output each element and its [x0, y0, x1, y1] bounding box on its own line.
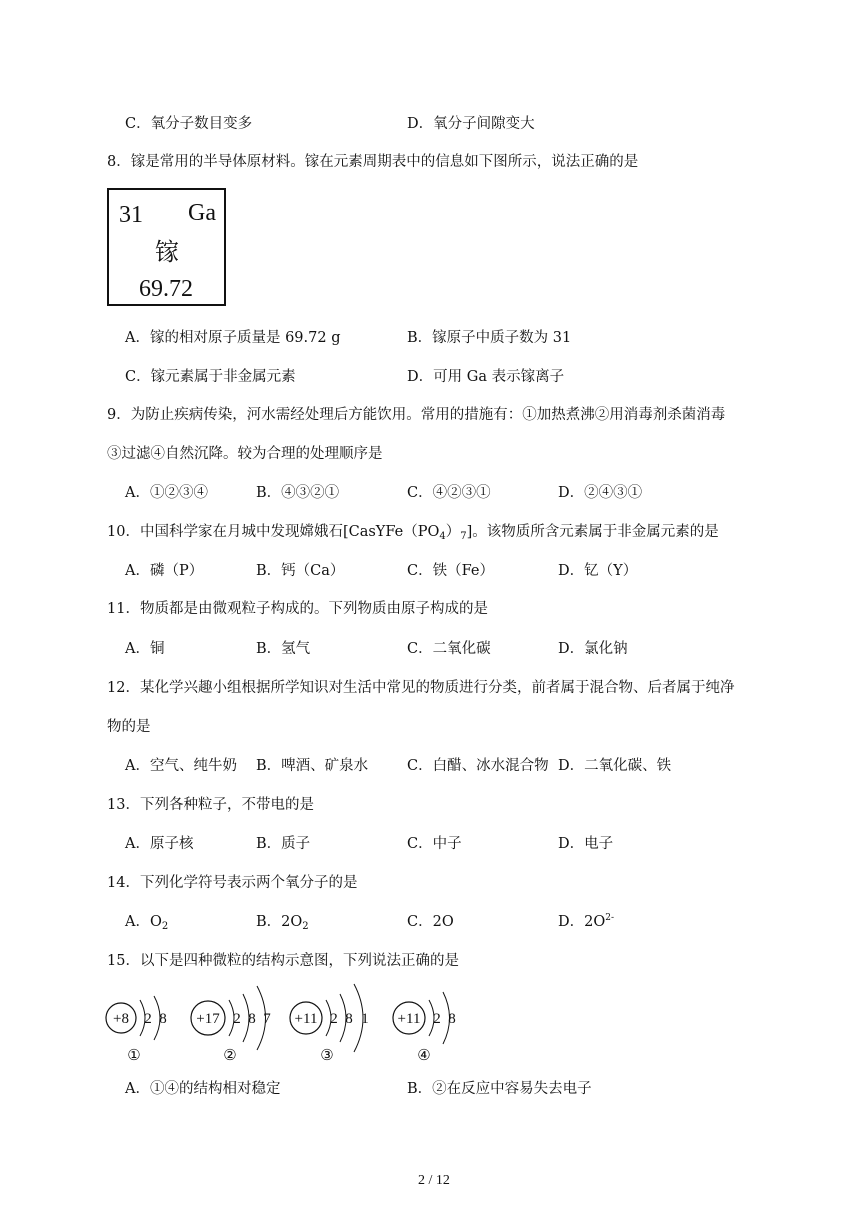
shell-electrons: 7 — [263, 1011, 271, 1027]
particle-label: ① — [127, 1048, 141, 1064]
page-number: 2 / 12 — [418, 1173, 450, 1188]
shell-electrons: 8 — [448, 1011, 456, 1027]
shell-electrons: 8 — [248, 1011, 256, 1027]
shell-electrons: 8 — [159, 1011, 167, 1027]
q10-stem-pre: 10．中国科学家在月城中发现嫦娥石[CasYFe（PO — [107, 524, 440, 540]
q9-option-c: C．④②③① — [407, 485, 491, 501]
q9-stem-line2: ③过滤④自然沉降。较为合理的处理顺序是 — [107, 446, 383, 462]
q9-stem-line1: 9．为防止疾病传染，河水需经处理后方能饮用。常用的措施有：①加热煮沸②用消毒剂杀菌消毒 — [107, 407, 726, 423]
q10-stem — [107, 523, 719, 541]
q12-stem-line1: 12．某化学兴趣小组根据所学知识对生活中常见的物质进行分类，前者属于混合物、后者属于纯净 — [107, 680, 735, 696]
q10-option-d: D．钇（Y） — [558, 563, 638, 579]
q8-option-b: B．镓原子中质子数为 31 — [407, 330, 572, 346]
q10-stem-mid: ） — [445, 524, 461, 540]
q14-b-sub: 2 — [302, 921, 309, 932]
q14-b-text: B．2O — [256, 914, 303, 930]
q13-stem: 13．下列各种粒子，不带电的是 — [107, 797, 314, 813]
particle-3 — [290, 984, 369, 1064]
element-symbol: Ga — [188, 200, 216, 226]
q14-d-text: D．2O — [558, 914, 606, 930]
q14-option-c: C．2O — [407, 914, 454, 930]
shell-electrons: 2 — [233, 1011, 241, 1027]
q11-option-c: C．二氧化碳 — [407, 641, 491, 657]
q7-option-d: D．氧分子间隙变大 — [407, 116, 535, 132]
shell-electrons: 2 — [433, 1011, 441, 1027]
q13-option-c: C．中子 — [407, 836, 462, 852]
atomic-mass: 69.72 — [139, 276, 193, 302]
q8-stem: 8．镓是常用的半导体原材料。镓在元素周期表中的信息如下图所示，说法正确的是 — [107, 154, 639, 170]
nucleus-charge: +11 — [397, 1011, 421, 1027]
q12-option-c: C．白醋、冰水混合物 — [407, 758, 549, 774]
q14-stem: 14．下列化学符号表示两个氧分子的是 — [107, 875, 358, 891]
q14-option-a — [125, 913, 168, 931]
q14-option-b — [256, 913, 309, 931]
q13-option-b: B．质子 — [256, 836, 311, 852]
element-name: 镓 — [155, 238, 179, 266]
q10-option-b: B．钙（Ca） — [256, 563, 345, 579]
q15-stem: 15．以下是四种微粒的结构示意图，下列说法正确的是 — [107, 953, 459, 969]
q12-stem-line2: 物的是 — [107, 719, 151, 735]
q14-a-sub: 2 — [161, 921, 169, 932]
q13-option-a: A．原子核 — [125, 836, 194, 852]
element-card-gallium — [107, 188, 226, 306]
q8-option-d: D．可用 Ga 表示镓离子 — [407, 369, 565, 385]
q14-option-d — [558, 913, 614, 931]
q11-option-a: A．铜 — [125, 641, 165, 657]
shell-electrons: 1 — [361, 1011, 369, 1027]
q14-d-sup: 2- — [605, 913, 615, 923]
particle-1 — [106, 996, 167, 1064]
shell-electrons: 2 — [144, 1011, 152, 1027]
q14-a-text: A．O — [125, 914, 162, 930]
particle-label: ② — [223, 1048, 237, 1064]
q10-sub-7: 7 — [460, 531, 467, 542]
particle-4 — [393, 992, 456, 1064]
particle-label: ③ — [320, 1048, 334, 1064]
q10-option-c: C．铁（Fe） — [407, 563, 494, 579]
q7-option-c: C．氧分子数目变多 — [125, 116, 253, 132]
q11-option-d: D．氯化钠 — [558, 641, 628, 657]
q10-sub-4: 4 — [439, 531, 446, 542]
q8-option-c: C．镓元素属于非金属元素 — [125, 369, 296, 385]
q12-option-d: D．二氧化碳、铁 — [558, 758, 672, 774]
q15-option-b: B．②在反应中容易失去电子 — [407, 1081, 592, 1097]
particle-2 — [191, 986, 271, 1064]
q9-option-a: A．①②③④ — [125, 485, 208, 501]
q10-stem-post: ]。该物质所含元素属于非金属元素的是 — [466, 524, 719, 540]
nucleus-charge: +8 — [113, 1011, 129, 1027]
q11-option-b: B．氢气 — [256, 641, 311, 657]
nucleus-charge: +11 — [294, 1011, 318, 1027]
q15-option-a: A．①④的结构相对稳定 — [125, 1081, 281, 1097]
particle-label: ④ — [417, 1048, 431, 1064]
shell-electrons: 8 — [345, 1011, 353, 1027]
atomic-structure-diagrams — [96, 978, 496, 1070]
q11-stem: 11．物质都是由微观粒子构成的。下列物质由原子构成的是 — [107, 601, 488, 617]
q8-option-a: A．镓的相对原子质量是 69.72 g — [125, 330, 341, 346]
q9-option-d: D．②④③① — [558, 485, 643, 501]
atomic-number: 31 — [119, 202, 143, 228]
q12-option-a: A．空气、纯牛奶 — [125, 758, 237, 774]
q12-option-b: B．啤酒、矿泉水 — [256, 758, 369, 774]
q13-option-d: D．电子 — [558, 836, 614, 852]
q9-option-b: B．④③②① — [256, 485, 340, 501]
nucleus-charge: +17 — [196, 1011, 220, 1027]
shell-electrons: 2 — [330, 1011, 338, 1027]
q10-option-a: A．磷（P） — [125, 563, 204, 579]
